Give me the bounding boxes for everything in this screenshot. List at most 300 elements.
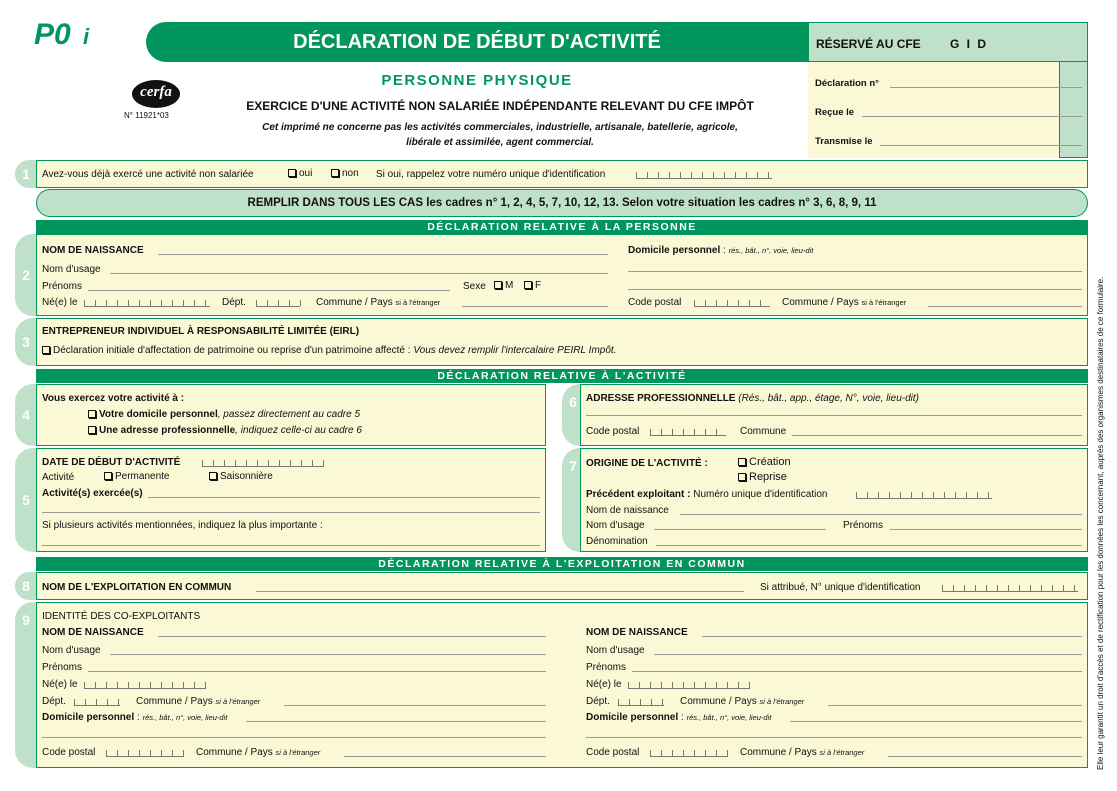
s5-permanente-label: Permanente bbox=[115, 471, 170, 482]
s9-left-nom-usage-line[interactable] bbox=[110, 654, 546, 655]
digit-box-tick bbox=[986, 585, 987, 591]
s4-domicile-label: Votre domicile personnel bbox=[99, 409, 218, 420]
s1-oui-option[interactable] bbox=[288, 168, 312, 179]
s7-nom-usage-line[interactable] bbox=[654, 529, 826, 530]
s7-creation-label: Création bbox=[749, 456, 791, 468]
digit-box-tick bbox=[746, 172, 747, 178]
section-number-2: 2 bbox=[15, 234, 37, 316]
s1-oui-label: oui bbox=[299, 168, 313, 179]
digit-box-tick bbox=[738, 300, 739, 306]
digit-box-tick bbox=[636, 172, 637, 178]
exercise-line: EXERCICE D'UNE ACTIVITÉ NON SALARIÉE INDÉPENDANTE RELEVANT DU CFE IMPÔT bbox=[246, 99, 754, 113]
s9-right-domicile-line-1[interactable] bbox=[790, 721, 1082, 722]
s7-nom-naissance-line[interactable] bbox=[680, 514, 1082, 515]
s5-exercees-line-1[interactable] bbox=[148, 497, 540, 498]
reserve-recue: Reçue le bbox=[815, 107, 855, 118]
s9-right-nom-usage: Nom d'usage bbox=[586, 645, 645, 656]
digit-box-tick bbox=[727, 300, 728, 306]
reserve-declaration-line bbox=[890, 87, 1082, 88]
digit-box-tick bbox=[867, 492, 868, 498]
digit-box-tick bbox=[724, 172, 725, 178]
s1-non-checkbox[interactable] bbox=[331, 169, 339, 177]
s9-right-si-etranger: si à l'étranger bbox=[759, 697, 805, 706]
digit-box-tick bbox=[117, 750, 118, 756]
digit-box-tick bbox=[257, 460, 258, 466]
digit-box-tick bbox=[85, 699, 86, 705]
subtitle: PERSONNE PHYSIQUE bbox=[381, 72, 573, 89]
s5-saisonniere-checkbox[interactable] bbox=[209, 472, 217, 480]
s9-left-si-etranger-2: si à l'étranger bbox=[275, 748, 321, 757]
section-number-8: 8 bbox=[15, 572, 37, 600]
cerfa-logo-text: cerfa bbox=[140, 84, 172, 100]
digit-box-tick bbox=[878, 492, 879, 498]
s9-right-commune-label: Commune / Pays bbox=[680, 696, 757, 707]
digit-box-tick bbox=[106, 750, 107, 756]
digit-box-tick bbox=[183, 750, 184, 756]
s2-nom-usage-line[interactable] bbox=[110, 273, 608, 274]
s8-title: NOM DE L'EXPLOITATION EN COMMUN bbox=[42, 582, 232, 593]
digit-box-tick bbox=[194, 300, 195, 306]
digit-box-tick bbox=[301, 460, 302, 466]
section-number-3: 3 bbox=[15, 318, 37, 366]
reserve-recue-line bbox=[862, 116, 1082, 117]
s6-code-postal: Code postal bbox=[586, 426, 640, 437]
digit-box-tick bbox=[749, 682, 750, 688]
digit-box-tick bbox=[107, 699, 108, 705]
fill-banner-text: REMPLIR DANS TOUS LES CAS les cadres n° 1, 2, 4, 5, 7, 10, 12, 13. Selon votre situation les cadres n° 3, 6, 8, 9, 11 bbox=[247, 197, 877, 209]
digit-box-tick bbox=[205, 300, 206, 306]
s7-reprise-label: Reprise bbox=[749, 471, 787, 483]
s5-exercees-line-2[interactable] bbox=[42, 512, 540, 513]
s7-creation-option[interactable] bbox=[738, 456, 791, 468]
digit-box-tick bbox=[944, 492, 945, 498]
s9-left-domicile-hint: rés., bât., n°, voie, lieu-dit bbox=[142, 713, 228, 722]
s2-si-etranger: si à l'étranger bbox=[395, 298, 441, 307]
digit-box-tick bbox=[117, 300, 118, 306]
s2-prenoms-line[interactable] bbox=[88, 290, 450, 291]
digit-box-tick bbox=[694, 300, 695, 306]
digit-box-tick bbox=[691, 172, 692, 178]
s3-title: ENTREPRENEUR INDIVIDUEL À RESPONSABILITÉ LIMITÉE (EIRL) bbox=[42, 326, 360, 337]
digit-box-tick bbox=[694, 750, 695, 756]
s9-right-dept: Dépt. bbox=[586, 696, 610, 707]
s9-left-nom-naissance-line[interactable] bbox=[158, 636, 546, 637]
s2-sexe-f-option[interactable] bbox=[524, 280, 541, 291]
s6-address-line[interactable] bbox=[586, 415, 1082, 416]
section-number-1: 1 bbox=[15, 160, 37, 188]
s8-id-boxes[interactable] bbox=[942, 580, 1078, 592]
form-code-suffix: i bbox=[83, 24, 90, 49]
s4-option-adresse[interactable] bbox=[88, 425, 362, 436]
digit-box-tick bbox=[1030, 585, 1031, 591]
digit-box-tick bbox=[128, 750, 129, 756]
digit-box-tick bbox=[672, 750, 673, 756]
digit-box-tick bbox=[727, 750, 728, 756]
digit-box-tick bbox=[290, 460, 291, 466]
digit-box-tick bbox=[889, 492, 890, 498]
s2-domicile-hint: rés., bât., n°, voie, lieu-dit bbox=[728, 246, 814, 255]
s2-commune-pays-2 bbox=[782, 297, 906, 308]
s3-option-label: Déclaration initiale d'affectation de patrimoine ou reprise d'un patrimoine affecté : bbox=[53, 345, 411, 356]
digit-box-tick bbox=[735, 172, 736, 178]
form-code-text: P0 bbox=[34, 18, 71, 51]
bar-commun: DÉCLARATION RELATIVE À L'EXPLOITATION EN COMMUN bbox=[36, 557, 1088, 571]
s2-prenoms: Prénoms bbox=[42, 281, 83, 292]
s9-right-birth-boxes[interactable] bbox=[628, 677, 750, 689]
digit-box-tick bbox=[639, 682, 640, 688]
s7-precedent-label: Précédent exploitant : bbox=[586, 489, 691, 500]
digit-box-tick bbox=[74, 699, 75, 705]
digit-box-tick bbox=[716, 429, 717, 435]
main-title: DÉCLARATION DE DÉBUT D'ACTIVITÉ bbox=[293, 31, 661, 53]
digit-box-tick bbox=[150, 682, 151, 688]
s6-code-postal-boxes[interactable] bbox=[650, 424, 726, 436]
s6-commune-line[interactable] bbox=[792, 435, 1082, 436]
digit-box-tick bbox=[661, 750, 662, 756]
s7-title: ORIGINE DE L'ACTIVITÉ : bbox=[586, 458, 708, 469]
digit-box-tick bbox=[683, 429, 684, 435]
s9-right-code-postal-boxes[interactable] bbox=[650, 745, 728, 757]
digit-box-tick bbox=[278, 300, 279, 306]
digit-box-tick bbox=[84, 682, 85, 688]
s2-commune-2-line[interactable] bbox=[928, 306, 1082, 307]
digit-box-tick bbox=[705, 750, 706, 756]
s9-right-dept-boxes[interactable] bbox=[618, 694, 664, 706]
digit-box-tick bbox=[279, 460, 280, 466]
digit-box-tick bbox=[672, 429, 673, 435]
s9-right-nom-naissance-line[interactable] bbox=[702, 636, 1082, 637]
s5-activite: Activité bbox=[42, 472, 75, 483]
s9-title: IDENTITÉ DES CO-EXPLOITANTS bbox=[42, 611, 201, 622]
digit-box-tick bbox=[84, 300, 85, 306]
digit-box-tick bbox=[95, 300, 96, 306]
s5-date-boxes[interactable] bbox=[202, 455, 324, 467]
digit-box-tick bbox=[988, 492, 989, 498]
section-number-7: 7 bbox=[569, 458, 577, 474]
digit-box-tick bbox=[183, 300, 184, 306]
s9-left-domicile: Domicile personnel : rés., bât., n°, voie, lieu-dit bbox=[42, 712, 228, 723]
s2-commune-pays-label: Commune / Pays bbox=[316, 297, 393, 308]
s9-left-domicile-line-1[interactable] bbox=[246, 721, 546, 722]
digit-box-tick bbox=[953, 585, 954, 591]
s2-commune-pays bbox=[316, 297, 440, 308]
digit-box-tick bbox=[964, 585, 965, 591]
section-number-6: 6 bbox=[569, 394, 577, 410]
digit-box-tick bbox=[757, 172, 758, 178]
digit-box-tick bbox=[161, 682, 162, 688]
section-number-4: 4 bbox=[15, 384, 37, 446]
digit-box-tick bbox=[1052, 585, 1053, 591]
digit-box-tick bbox=[669, 172, 670, 178]
s9-left-commune-label: Commune / Pays bbox=[136, 696, 213, 707]
digit-box-tick bbox=[942, 585, 943, 591]
s1-oui-checkbox[interactable] bbox=[288, 169, 296, 177]
side-note: Elle leur garantit un droit d'accès et de rectification pour les données les concernant, auprès des organismes destinataires de ce formulaire. bbox=[1096, 276, 1105, 770]
s9-left-nom-naissance: NOM DE NAISSANCE bbox=[42, 627, 144, 638]
s3-option[interactable] bbox=[42, 345, 616, 356]
s2-nom-naissance: NOM DE NAISSANCE bbox=[42, 245, 144, 256]
digit-box-tick bbox=[647, 172, 648, 178]
s4-adresse-checkbox[interactable] bbox=[88, 426, 96, 434]
s6-title: ADRESSE PROFESSIONNELLE bbox=[586, 393, 736, 404]
s9-right-commune-line[interactable] bbox=[828, 705, 1082, 706]
digit-box-tick bbox=[106, 300, 107, 306]
s1-id-boxes[interactable] bbox=[636, 167, 772, 179]
digit-box-tick bbox=[716, 682, 717, 688]
s9-left-prenoms: Prénoms bbox=[42, 662, 83, 673]
s2-nom-naissance-line[interactable] bbox=[158, 254, 608, 255]
s7-id-boxes[interactable] bbox=[856, 487, 992, 499]
digit-box-tick bbox=[128, 300, 129, 306]
digit-box-tick bbox=[139, 300, 140, 306]
reserve-title: RÉSERVÉ AU CFE bbox=[816, 37, 921, 51]
bar-activite: DÉCLARATION RELATIVE À L'ACTIVITÉ bbox=[36, 369, 1088, 383]
digit-box-tick bbox=[975, 585, 976, 591]
s5-plusieurs-line[interactable] bbox=[42, 545, 540, 546]
s2-sexe-f-checkbox[interactable] bbox=[524, 281, 532, 289]
digit-box-tick bbox=[300, 300, 301, 306]
s5-permanente-checkbox[interactable] bbox=[104, 472, 112, 480]
s7-prenoms-line[interactable] bbox=[890, 529, 1082, 530]
s9-left-commune-pays bbox=[136, 696, 260, 707]
digit-box-tick bbox=[139, 682, 140, 688]
digit-box-tick bbox=[150, 300, 151, 306]
s9-left-commune-pays-2 bbox=[196, 747, 320, 758]
digit-box-tick bbox=[205, 682, 206, 688]
s5-title: DATE DE DÉBUT D'ACTIVITÉ bbox=[42, 457, 181, 468]
s7-nom-usage: Nom d'usage bbox=[586, 520, 645, 531]
s7-nom-naissance: Nom de naissance bbox=[586, 505, 669, 516]
s2-code-postal-boxes[interactable] bbox=[694, 295, 770, 307]
s1-if-yes: Si oui, rappelez votre numéro unique d'identification bbox=[376, 169, 606, 180]
s2-sexe-m-checkbox[interactable] bbox=[494, 281, 502, 289]
s2-birth-date-boxes[interactable] bbox=[84, 295, 210, 307]
s2-dept: Dépt. bbox=[222, 297, 246, 308]
digit-box-tick bbox=[628, 682, 629, 688]
s7-reprise-option[interactable] bbox=[738, 471, 787, 483]
s9-right-commune-pays bbox=[680, 696, 804, 707]
digit-box-tick bbox=[161, 750, 162, 756]
digit-box-tick bbox=[662, 699, 663, 705]
digit-box-tick bbox=[705, 300, 706, 306]
digit-box-tick bbox=[658, 172, 659, 178]
digit-box-tick bbox=[213, 460, 214, 466]
digit-box-tick bbox=[235, 460, 236, 466]
digit-box-tick bbox=[683, 750, 684, 756]
digit-box-tick bbox=[661, 682, 662, 688]
s2-domicile-label: Domicile personnel bbox=[628, 245, 721, 256]
digit-box-tick bbox=[738, 682, 739, 688]
note-line-1: Cet imprimé ne concerne pas les activités commerciales, industrielle, artisanale, batellerie, agricole, bbox=[262, 122, 738, 133]
s9-left-si-etranger: si à l'étranger bbox=[215, 697, 261, 706]
s9-left-ne-le: Né(e) le bbox=[42, 679, 78, 690]
s8-title-line[interactable] bbox=[256, 591, 744, 592]
s2-domicile-line-1[interactable] bbox=[628, 271, 1082, 272]
s9-right-ne-le: Né(e) le bbox=[586, 679, 622, 690]
digit-box-tick bbox=[749, 300, 750, 306]
digit-box-tick bbox=[172, 300, 173, 306]
digit-box-tick bbox=[106, 682, 107, 688]
digit-box-tick bbox=[768, 172, 769, 178]
digit-box-tick bbox=[202, 460, 203, 466]
s9-right-code-postal: Code postal bbox=[586, 747, 640, 758]
s7-reprise-checkbox[interactable] bbox=[738, 473, 746, 481]
s2-domicile: Domicile personnel : rés., bât., n°, voie, lieu-dit bbox=[628, 245, 814, 256]
digit-box-tick bbox=[256, 300, 257, 306]
s7-creation-checkbox[interactable] bbox=[738, 458, 746, 466]
digit-box-tick bbox=[118, 699, 119, 705]
s9-right-prenoms-line[interactable] bbox=[632, 671, 1082, 672]
digit-box-tick bbox=[716, 300, 717, 306]
digit-box-tick bbox=[713, 172, 714, 178]
digit-box-tick bbox=[640, 699, 641, 705]
s1-non-label: non bbox=[342, 168, 359, 179]
digit-box-tick bbox=[139, 750, 140, 756]
digit-box-tick bbox=[705, 682, 706, 688]
digit-box-tick bbox=[977, 492, 978, 498]
s4-adresse-label: Une adresse professionnelle bbox=[99, 425, 236, 436]
digit-box-tick bbox=[716, 750, 717, 756]
s9-right-domicile-line-2[interactable] bbox=[586, 737, 1082, 738]
s9-right-commune-2-label: Commune / Pays bbox=[740, 747, 817, 758]
s9-right-domicile: Domicile personnel : rés., bât., n°, voie, lieu-dit bbox=[586, 712, 772, 723]
s4-adresse-hint: , indiquez celle-ci au cadre 6 bbox=[235, 425, 362, 436]
digit-box-tick bbox=[1041, 585, 1042, 591]
s6-hint: (Rés., bât., app., étage, N°, voie, lieu-dit) bbox=[738, 393, 920, 404]
digit-box-tick bbox=[224, 460, 225, 466]
digit-box-tick bbox=[694, 429, 695, 435]
s4-domicile-hint: , passez directement au cadre 5 bbox=[217, 409, 361, 420]
digit-box-tick bbox=[1019, 585, 1020, 591]
s9-left-domicile-line-2[interactable] bbox=[42, 737, 546, 738]
digit-box-tick bbox=[650, 682, 651, 688]
s7-denomination-line[interactable] bbox=[656, 545, 1082, 546]
s7-precedent bbox=[586, 489, 827, 500]
s9-left-commune-2-label: Commune / Pays bbox=[196, 747, 273, 758]
digit-box-tick bbox=[629, 699, 630, 705]
s6-title-row bbox=[586, 393, 919, 404]
s8-attribue: Si attribué, N° unique d'identification bbox=[760, 582, 921, 593]
s3-option-hint: Vous devez remplir l'intercalaire PEIRL Impôt. bbox=[413, 345, 617, 356]
s9-left-birth-boxes[interactable] bbox=[84, 677, 206, 689]
digit-box-tick bbox=[128, 682, 129, 688]
s2-commune-pays-2-label: Commune / Pays bbox=[782, 297, 859, 308]
section-number-9: 9 bbox=[15, 602, 37, 768]
digit-box-tick bbox=[246, 460, 247, 466]
digit-box-tick bbox=[172, 750, 173, 756]
digit-box-tick bbox=[922, 492, 923, 498]
s9-left-dept-boxes[interactable] bbox=[74, 694, 120, 706]
digit-box-tick bbox=[95, 682, 96, 688]
s9-right-nom-naissance: NOM DE NAISSANCE bbox=[586, 627, 688, 638]
s9-right-nom-usage-line[interactable] bbox=[654, 654, 1082, 655]
s4-title: Vous exercez votre activité à : bbox=[42, 393, 185, 404]
digit-box-tick bbox=[705, 429, 706, 435]
s3-checkbox[interactable] bbox=[42, 346, 50, 354]
reserve-transmise-line bbox=[880, 145, 1082, 146]
digit-box-tick bbox=[702, 172, 703, 178]
digit-box-tick bbox=[650, 429, 651, 435]
digit-box-tick bbox=[672, 682, 673, 688]
s2-sexe-f-label: F bbox=[535, 280, 542, 291]
s2-si-etranger-2: si à l'étranger bbox=[861, 298, 907, 307]
s9-right-domicile-label: Domicile personnel bbox=[586, 712, 679, 723]
reserve-declaration: Déclaration n° bbox=[815, 78, 879, 89]
s1-question: Avez-vous déjà exercé une activité non salariée bbox=[42, 169, 254, 180]
digit-box-tick bbox=[966, 492, 967, 498]
digit-box-tick bbox=[618, 699, 619, 705]
digit-box-tick bbox=[661, 429, 662, 435]
digit-box-tick bbox=[172, 682, 173, 688]
s9-left-domicile-label: Domicile personnel bbox=[42, 712, 135, 723]
s2-dept-boxes[interactable] bbox=[256, 295, 300, 307]
digit-box-tick bbox=[96, 699, 97, 705]
s5-permanente-option[interactable] bbox=[104, 471, 169, 482]
s9-left-commune-line[interactable] bbox=[284, 705, 546, 706]
digit-box-tick bbox=[856, 492, 857, 498]
digit-box-tick bbox=[289, 300, 290, 306]
s2-code-postal: Code postal bbox=[628, 297, 682, 308]
s9-right-commune-pays-2 bbox=[740, 747, 864, 758]
digit-box-tick bbox=[194, 682, 195, 688]
digit-box-tick bbox=[900, 492, 901, 498]
bar-personne: DÉCLARATION RELATIVE À LA PERSONNE bbox=[36, 220, 1088, 234]
note-line-2: libérale et assimilée, agent commercial. bbox=[406, 137, 594, 148]
s9-left-code-postal: Code postal bbox=[42, 747, 96, 758]
digit-box-tick bbox=[933, 492, 934, 498]
s1-non-option[interactable] bbox=[331, 168, 359, 179]
s5-saisonniere-label: Saisonnière bbox=[220, 471, 273, 482]
digit-box-tick bbox=[1063, 585, 1064, 591]
s2-sexe-m-label: M bbox=[505, 280, 514, 291]
digit-box-tick bbox=[650, 750, 651, 756]
section-number-5: 5 bbox=[15, 448, 37, 552]
s9-left-prenoms-line[interactable] bbox=[88, 671, 546, 672]
s9-right-prenoms: Prénoms bbox=[586, 662, 627, 673]
digit-box-tick bbox=[312, 460, 313, 466]
digit-box-tick bbox=[267, 300, 268, 306]
s2-nom-usage: Nom d'usage bbox=[42, 264, 101, 275]
s2-domicile-line-2[interactable] bbox=[628, 289, 1082, 290]
s9-left-dept: Dépt. bbox=[42, 696, 66, 707]
s9-left-commune-2-line[interactable] bbox=[344, 756, 546, 757]
s2-commune-line[interactable] bbox=[462, 306, 608, 307]
s2-sexe-m-option[interactable] bbox=[494, 280, 513, 291]
digit-box-tick bbox=[1074, 585, 1075, 591]
s2-ne-le: Né(e) le bbox=[42, 297, 78, 308]
s9-left-code-postal-boxes[interactable] bbox=[106, 745, 184, 757]
s4-domicile-checkbox[interactable] bbox=[88, 410, 96, 418]
cerfa-number: N° 11921*03 bbox=[124, 111, 169, 120]
s4-option-domicile[interactable] bbox=[88, 409, 360, 420]
s6-commune: Commune bbox=[740, 426, 787, 437]
digit-box-tick bbox=[323, 460, 324, 466]
digit-box-tick bbox=[955, 492, 956, 498]
s9-left-nom-usage: Nom d'usage bbox=[42, 645, 101, 656]
digit-box-tick bbox=[680, 172, 681, 178]
s5-saisonniere-option[interactable] bbox=[209, 471, 273, 482]
digit-box-tick bbox=[727, 682, 728, 688]
s5-exercees: Activité(s) exercée(s) bbox=[42, 488, 143, 499]
digit-box-tick bbox=[911, 492, 912, 498]
digit-box-tick bbox=[1008, 585, 1009, 591]
s9-right-commune-2-line[interactable] bbox=[888, 756, 1082, 757]
digit-box-tick bbox=[183, 682, 184, 688]
digit-box-tick bbox=[150, 750, 151, 756]
reserve-code: G I D bbox=[950, 37, 989, 51]
s9-right-domicile-hint: rés., bât., n°, voie, lieu-dit bbox=[686, 713, 772, 722]
s9-right-si-etranger-2: si à l'étranger bbox=[819, 748, 865, 757]
